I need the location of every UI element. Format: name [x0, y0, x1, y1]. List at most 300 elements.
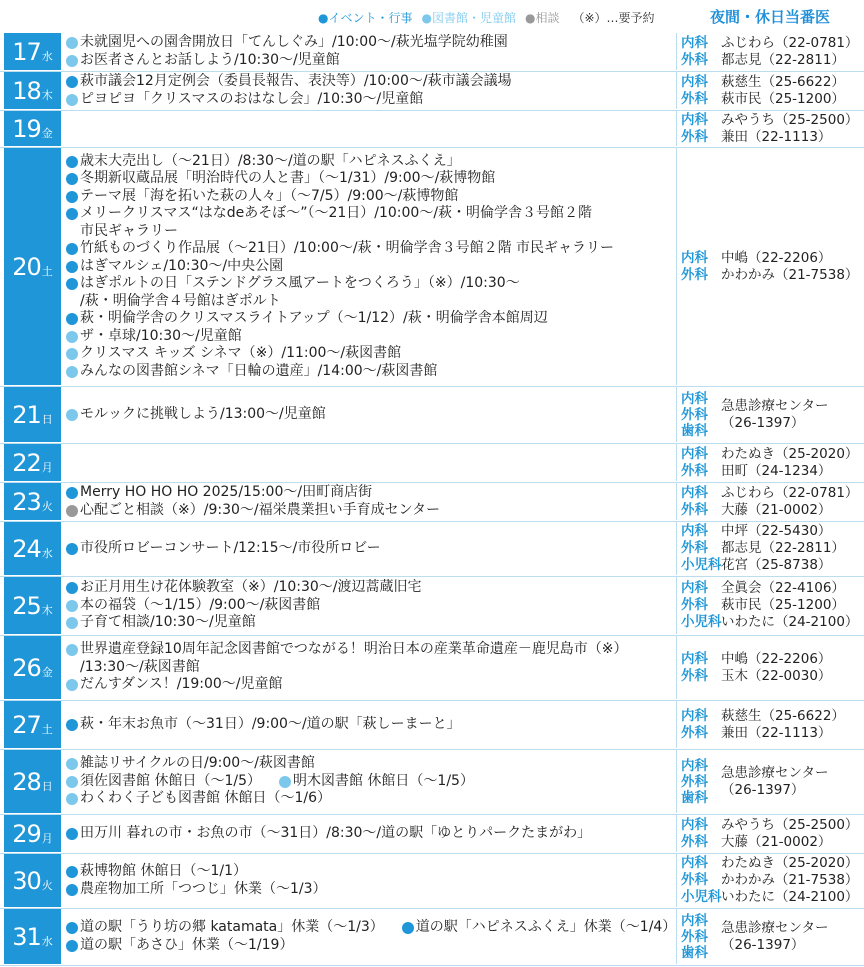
clinic-name: 花宮（25-8738） [721, 557, 832, 573]
event-item [66, 406, 672, 424]
clinic-name: 急患診療センター（26-1397） [721, 919, 829, 953]
event-text: Merry HO HO HO 2025/15:00～/田町商店街 [80, 484, 373, 500]
duty-doctors [676, 33, 864, 70]
duty-doctors [676, 111, 864, 146]
weekday: 火 [41, 500, 53, 513]
day-cell [4, 750, 61, 813]
legend-item-library [421, 9, 515, 26]
bullet-dot-icon [66, 278, 78, 290]
bullet-dot-icon [66, 922, 78, 934]
duty-doctor-entry [681, 614, 864, 631]
day-cell [4, 701, 61, 748]
duty-doctors [676, 577, 864, 634]
day-row [0, 636, 864, 699]
clinic-name: 急患診療センター（26-1397） [721, 397, 829, 431]
event-text: 雑誌リサイクルの日/9:00～/萩図書館 [80, 755, 315, 772]
bullet-dot-icon [66, 331, 78, 343]
day-row [0, 750, 864, 813]
day-row [0, 33, 864, 70]
day-cell [4, 148, 61, 385]
bullet-dot-icon [66, 208, 78, 220]
legend-item-consult [525, 9, 559, 26]
duty-doctors [676, 483, 864, 520]
bullet-dot-icon [402, 922, 414, 934]
day-row [0, 577, 864, 634]
event-item [279, 773, 474, 791]
event-item [66, 790, 672, 808]
event-list [66, 387, 672, 442]
event-text: 竹紙ものづくり作品展（～21日）/10:00～/萩・明倫学舎３号館２階 市民ギャラリー [80, 240, 615, 257]
event-text: 本の福袋（～1/15）/9:00～/萩図書館 [80, 596, 321, 613]
clinic-name: いわたに（24-2100） [721, 614, 859, 630]
day-cell [4, 522, 61, 575]
event-item [66, 310, 672, 328]
event-text: はぎマルシェ/10:30～/中央公園 [80, 257, 284, 274]
event-item [66, 597, 672, 615]
department-label: 外科 [681, 501, 708, 518]
weekday: 土 [41, 723, 53, 736]
day-number: 31 [12, 922, 41, 951]
event-text: メリークリスマス“はなdeあそぼ～”（～21日）/10:00～/萩・明倫学舎３号館２階 [80, 205, 593, 222]
bullet-dot-icon [66, 719, 78, 731]
day-cell [4, 577, 61, 634]
event-item [66, 540, 672, 558]
clinic-name: ふじわら（22-0781） [721, 484, 859, 501]
department-label: 外科 [681, 90, 708, 107]
clinic-name: ふじわら（22-0781） [721, 34, 859, 51]
event-item [66, 755, 672, 773]
event-item [66, 240, 672, 258]
weekday: 金 [41, 127, 53, 140]
day-cell [4, 815, 61, 852]
clinic-name: みやうち（25-2500） [721, 111, 859, 128]
duty-doctor-entry [681, 446, 864, 463]
event-list [66, 909, 677, 964]
duty-doctors [676, 636, 864, 699]
day-row [0, 444, 864, 481]
event-list [66, 483, 672, 520]
department-label: 歯科 [681, 789, 708, 806]
clinic-name: 萩慈生（25-6622） [721, 707, 845, 724]
event-item [66, 641, 672, 659]
clinic-name: みやうち（25-2500） [721, 816, 859, 833]
department-list [681, 391, 721, 439]
event-item [66, 579, 672, 597]
duty-doctor-entry [681, 35, 864, 52]
day-number: 21 [12, 400, 41, 429]
day-row [0, 522, 864, 575]
event-text-continued: /13:30～/萩図書館 [80, 658, 200, 675]
event-item [66, 863, 672, 881]
clinic-name: 中坪（22-5430） [721, 523, 832, 539]
day-cell [4, 33, 61, 70]
weekday: 日 [41, 413, 53, 426]
department-list [681, 758, 721, 806]
event-text: はぎポルトの日「ステンドグラス風アートをつくろう」（※）/10:30～ [80, 275, 520, 292]
event-item [66, 328, 672, 346]
event-text: 世界遺産登録10周年記念図書館でつながる！明治日本の産業革命遺産－鹿児島市（※） [80, 641, 628, 658]
event-list [66, 577, 672, 634]
event-text: 萩市議会12月定例会（委員長報告、表決等）/10:00～/萩市議会議場 [80, 73, 512, 89]
duty-doctor-group [681, 913, 864, 961]
day-row [0, 701, 864, 748]
duty-doctor-entry [681, 485, 864, 502]
bullet-dot-icon [66, 776, 78, 788]
event-text: 萩博物館 休館日（～1/1） [80, 863, 247, 879]
duty-doctors [676, 815, 864, 852]
event-text: わくわく子ども図書館 休館日（～1/6） [80, 790, 331, 807]
event-text: 道の駅「うり坊の郷 katamata」休業（～1/3） [80, 919, 384, 935]
event-text: 冬期新収蔵品展「明治時代の人と書」（～1/31）/9:00～/萩博物館 [80, 170, 496, 187]
duty-doctors [676, 750, 864, 813]
bullet-dot-icon [66, 617, 78, 629]
event-text: 田万川 暮れの市・お魚の市（～31日）/8:30～/道の駅「ゆとりパークたまがわ」 [80, 824, 592, 841]
duty-doctor-entry [681, 708, 864, 725]
department-label: 内科 [681, 707, 708, 724]
duty-doctor-entry [681, 52, 864, 69]
duty-doctors [676, 444, 864, 481]
event-item [66, 502, 672, 520]
clinic-name: 大藤（21-0002） [721, 833, 832, 850]
day-cell [4, 72, 61, 109]
department-label: 外科 [681, 667, 708, 684]
weekday: 水 [41, 547, 53, 560]
event-text: 歳末大売出し（～21日）/8:30～/道の駅「ハピネスふくえ」 [80, 152, 461, 169]
clinic-name: 萩慈生（25-6622） [721, 73, 845, 90]
day-number: 29 [12, 819, 41, 848]
day-row [0, 483, 864, 520]
event-list [66, 444, 672, 481]
day-cell [4, 444, 61, 481]
bullet-dot-icon [66, 409, 78, 421]
duty-doctor-entry [681, 523, 864, 540]
event-text-continued: /萩・明倫学舎４号館はぎポルト [80, 292, 281, 309]
legend-item-event [318, 9, 412, 26]
department-label: 外科 [681, 540, 708, 556]
event-text: 市役所ロビーコンサート/12:15～/市役所ロビー [80, 539, 381, 556]
duty-doctor-entry [681, 129, 864, 146]
bullet-dot-icon [66, 55, 78, 67]
duty-doctor-entry [681, 463, 864, 480]
day-number: 17 [12, 37, 41, 66]
clinic-name: かわかみ（21-7538） [721, 266, 859, 283]
day-row [0, 148, 864, 385]
clinic-name: わたぬき（25-2020） [721, 445, 859, 462]
department-label: 内科 [681, 650, 708, 667]
event-text: 未就園児への園舎開放日「てんしぐみ」/10:00～/萩光塩学院幼稚園 [80, 34, 508, 50]
event-text: お正月用生け花体験教室（※）/10:30～/渡辺蒿蔵旧宅 [80, 579, 422, 596]
event-text: ザ・卓球/10:30～/児童館 [80, 327, 242, 344]
event-list [66, 111, 672, 146]
bullet-dot-icon [66, 793, 78, 805]
event-text: 須佐図書館 休館日（～1/5） [80, 772, 261, 789]
day-number: 20 [12, 252, 41, 281]
event-text: お医者さんとお話しよう/10:30～/児童館 [80, 51, 340, 68]
bullet-dot-icon [66, 679, 78, 691]
legend-reservation-note: （※）…要予約 [572, 11, 655, 25]
day-cell [4, 909, 61, 964]
day-row [0, 387, 864, 442]
clinic-name: 兼田（22-1113） [721, 724, 832, 741]
duty-doctors [676, 909, 864, 964]
department-label: 外科 [681, 773, 708, 790]
duty-doctor-entry [681, 889, 864, 906]
bullet-dot-icon [66, 191, 78, 203]
department-label: 外科 [681, 266, 708, 283]
duty-doctors [676, 387, 864, 442]
duty-doctor-entry [681, 502, 864, 519]
department-label: 外科 [681, 597, 708, 613]
bullet-dot-icon [66, 940, 78, 952]
event-item [66, 937, 672, 955]
event-item [66, 153, 672, 171]
weekday: 金 [41, 666, 53, 679]
weekday: 日 [41, 780, 53, 793]
event-text: ピヨピヨ「クリスマスのおはなし会」/10:30～/児童館 [80, 90, 424, 107]
event-item [66, 188, 672, 206]
duty-doctor-entry [681, 651, 864, 668]
clinic-name: 全眞会（22-4106） [721, 580, 845, 596]
weekday: 水 [41, 50, 53, 63]
duty-doctor-entry [681, 855, 864, 872]
event-item [66, 484, 672, 502]
bullet-dot-icon [66, 173, 78, 185]
event-text: 萩・明倫学舎のクリスマスライトアップ（～1/12）/萩・明倫学舎本館周辺 [80, 310, 548, 327]
event-list [66, 854, 672, 907]
bullet-dot-icon [66, 828, 78, 840]
department-label: 小児科 [681, 614, 722, 630]
event-item [402, 919, 677, 937]
department-label: 外科 [681, 406, 708, 423]
clinic-name: 大藤（21-0002） [721, 501, 832, 518]
event-item [66, 170, 672, 188]
duty-doctors [676, 701, 864, 748]
department-label: 外科 [681, 724, 708, 741]
event-list [66, 815, 672, 852]
duty-doctor-entry [681, 725, 864, 742]
duty-doctor-entry [681, 112, 864, 129]
department-label: 内科 [681, 484, 708, 501]
day-cell [4, 483, 61, 520]
day-number: 25 [12, 591, 41, 620]
department-label: 外科 [681, 51, 708, 68]
event-item [66, 363, 672, 381]
clinic-name: 田町（24-1234） [721, 462, 832, 479]
department-label: 小児科 [681, 557, 722, 573]
department-label: 外科 [681, 462, 708, 479]
event-text: 道の駅「ハピネスふくえ」休業（～1/4） [415, 919, 677, 935]
event-item-pair [66, 919, 677, 937]
event-list [66, 636, 672, 699]
bullet-dot-icon [66, 94, 78, 106]
event-list [66, 33, 672, 70]
department-list [681, 913, 721, 961]
event-list [66, 750, 672, 813]
legend-library-label: ●図書館・児童館 [421, 11, 516, 25]
duty-doctor-entry [681, 91, 864, 108]
event-text: 子育て相談/10:30～/児童館 [80, 614, 256, 631]
event-item [66, 881, 672, 899]
clinic-name: 中嶋（22-2206） [721, 249, 832, 266]
day-cell [4, 854, 61, 907]
bullet-dot-icon [279, 776, 291, 788]
legend-bar [0, 0, 864, 32]
duty-doctor-entry [681, 580, 864, 597]
duty-doctor-entry [681, 250, 864, 267]
day-number: 18 [12, 76, 41, 105]
bullet-dot-icon [66, 313, 78, 325]
event-text: 心配ごと相談（※）/9:30～/福栄農業担い手育成センター [80, 501, 441, 518]
duty-doctors [676, 72, 864, 109]
duty-doctor-entry [681, 834, 864, 851]
event-text: 農産物加工所「つつじ」休業（～1/3） [80, 880, 327, 897]
event-text: クリスマス キッズ シネマ（※）/11:00～/萩図書館 [80, 345, 402, 362]
event-item-pair [66, 773, 672, 791]
day-row [0, 854, 864, 907]
day-number: 28 [12, 767, 41, 796]
clinic-name: 萩市民（25-1200） [721, 90, 845, 107]
day-number: 23 [12, 487, 41, 516]
day-number: 24 [12, 534, 41, 563]
day-number: 22 [12, 448, 41, 477]
day-row [0, 815, 864, 852]
department-label: 内科 [681, 580, 708, 596]
duty-doctor-group [681, 391, 864, 439]
bullet-dot-icon [66, 37, 78, 49]
weekday: 木 [41, 604, 53, 617]
duty-doctor-entry [681, 540, 864, 557]
bullet-dot-icon [66, 582, 78, 594]
department-label: 内科 [681, 912, 708, 929]
event-item [66, 52, 672, 70]
bullet-dot-icon [66, 348, 78, 360]
day-row [0, 909, 864, 964]
day-number: 27 [12, 710, 41, 739]
clinic-name: わたぬき（25-2020） [721, 855, 859, 871]
clinic-name: 中嶋（22-2206） [721, 650, 832, 667]
department-label: 内科 [681, 523, 708, 539]
department-label: 外科 [681, 872, 708, 888]
day-row [0, 72, 864, 109]
bullet-dot-icon [66, 366, 78, 378]
duty-doctors [676, 522, 864, 575]
duty-doctor-entry [681, 817, 864, 834]
event-item [66, 345, 672, 363]
weekday: 月 [41, 461, 53, 474]
department-label: 歯科 [681, 422, 708, 439]
event-text: 明木図書館 休館日（～1/5） [292, 772, 474, 789]
event-list [66, 701, 672, 748]
legend [318, 9, 655, 26]
duty-doctor-entry [681, 267, 864, 284]
department-label: 内科 [681, 73, 708, 90]
department-label: 内科 [681, 34, 708, 51]
department-label: 外科 [681, 928, 708, 945]
weekday: 水 [41, 935, 53, 948]
day-number: 30 [12, 866, 41, 895]
weekday: 木 [41, 89, 53, 102]
event-list [66, 522, 672, 575]
department-label: 内科 [681, 757, 708, 774]
event-item [66, 676, 672, 694]
event-list [66, 148, 672, 385]
clinic-name: 兼田（22-1113） [721, 128, 832, 145]
bullet-dot-icon [66, 758, 78, 770]
clinic-name: 都志見（22-2811） [721, 51, 845, 68]
event-item [66, 205, 672, 223]
department-label: 内科 [681, 445, 708, 462]
event-item [66, 825, 672, 843]
event-text: モルックに挑戦しよう/13:00～/児童館 [80, 405, 326, 422]
duty-doctors [676, 854, 864, 907]
clinic-name: かわかみ（21-7538） [721, 872, 859, 888]
duty-doctor-entry [681, 872, 864, 889]
bullet-dot-icon [66, 505, 78, 517]
day-cell [4, 387, 61, 442]
clinic-name: 萩市民（25-1200） [721, 597, 845, 613]
weekday: 火 [41, 879, 53, 892]
day-cell [4, 111, 61, 146]
event-list [66, 72, 672, 109]
clinic-name: 玉木（22-0030） [721, 667, 832, 684]
department-label: 内科 [681, 390, 708, 407]
duty-doctor-heading: 夜間・休日当番医 [709, 8, 830, 26]
event-item [66, 716, 672, 734]
event-text: 道の駅「あさひ」休業（～1/19） [80, 936, 294, 953]
bullet-dot-icon [66, 600, 78, 612]
bullet-dot-icon [66, 866, 78, 878]
clinic-name: 急患診療センター（26-1397） [721, 764, 829, 798]
event-text: だんすダンス！/19:00～/児童館 [80, 676, 283, 693]
duty-doctor-entry [681, 557, 864, 574]
bullet-dot-icon [66, 243, 78, 255]
department-label: 内科 [681, 249, 708, 266]
event-item [66, 91, 672, 109]
weekday: 土 [41, 265, 53, 278]
weekday: 月 [41, 832, 53, 845]
clinic-name: いわたに（24-2100） [721, 889, 859, 905]
event-item [66, 73, 672, 91]
legend-consult-label: ●相談 [524, 11, 560, 25]
legend-event-label: ●イベント・行事 [318, 11, 413, 25]
row-divider [0, 965, 864, 966]
bullet-dot-icon [66, 76, 78, 88]
bullet-dot-icon [66, 156, 78, 168]
day-number: 19 [12, 114, 41, 143]
event-item [66, 258, 672, 276]
department-label: 内科 [681, 816, 708, 833]
department-label: 内科 [681, 855, 708, 871]
day-cell [4, 636, 61, 699]
event-text: みんなの図書館シネマ「日輪の遺産」/14:00～/萩図書館 [80, 362, 438, 379]
clinic-name: 都志見（22-2811） [721, 540, 845, 556]
department-label: 内科 [681, 111, 708, 128]
department-label: 外科 [681, 128, 708, 145]
event-text: 萩・年末お魚市（～31日）/9:00～/道の駅「萩しーまーと」 [80, 715, 461, 732]
bullet-dot-icon [66, 543, 78, 555]
duty-doctor-group [681, 758, 864, 806]
bullet-dot-icon [66, 487, 78, 499]
department-label: 小児科 [681, 889, 722, 905]
event-text-continued: 市民ギャラリー [80, 222, 178, 239]
bullet-dot-icon [66, 644, 78, 656]
event-item [66, 34, 672, 52]
event-item [66, 614, 672, 632]
bullet-dot-icon [66, 261, 78, 273]
bullet-dot-icon [66, 884, 78, 896]
day-row [0, 111, 864, 146]
event-item [66, 919, 384, 937]
